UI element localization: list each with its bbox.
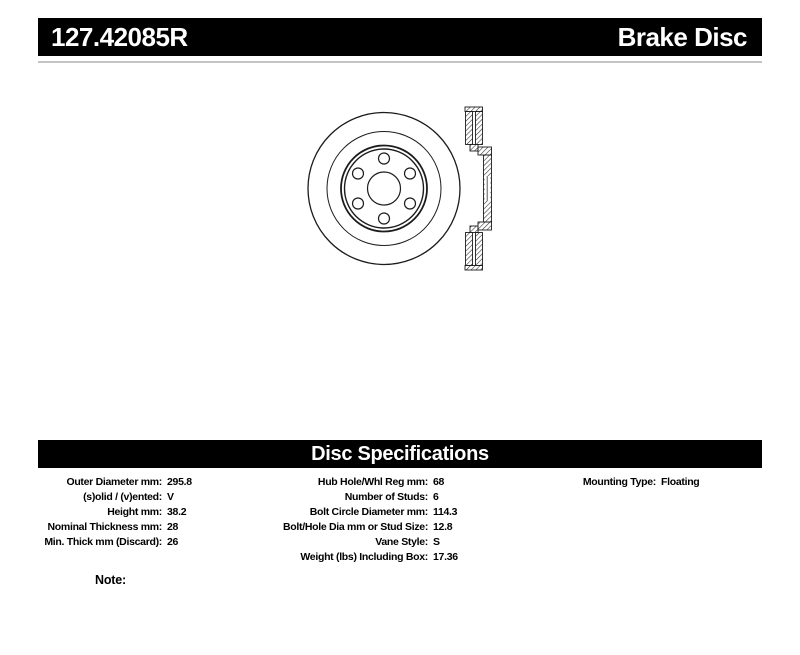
spec-section-title: Disc Specifications — [311, 442, 489, 465]
spec-row-number-of-studs — [283, 490, 458, 505]
spec-value: 114.3 — [433, 506, 458, 518]
header-divider — [38, 61, 762, 63]
spec-row-bolt-circle-diameter — [283, 505, 458, 520]
spec-column-middle — [283, 475, 458, 565]
spec-row-bolt-hole-dia — [283, 520, 458, 535]
spec-label: (s)olid / (v)ented: — [83, 491, 162, 503]
spec-row-vane-style — [283, 535, 458, 550]
spec-section-bar — [38, 440, 762, 468]
brake-disc-cross-section-icon — [465, 107, 492, 270]
spec-row-hub-hole — [283, 475, 458, 490]
header-bar — [38, 18, 762, 56]
spec-label: Mounting Type: — [582, 476, 656, 488]
spec-row-min-thick — [40, 535, 192, 550]
spec-label: Nominal Thickness mm: — [47, 521, 162, 533]
spec-value: 295.8 — [167, 476, 192, 488]
spec-value: 12.8 — [433, 521, 453, 533]
spec-value: V — [167, 491, 174, 503]
spec-label: Bolt/Hole Dia mm or Stud Size: — [283, 521, 429, 533]
spec-value: 38.2 — [167, 506, 187, 518]
brake-disc-drawing — [290, 95, 505, 277]
spec-value: S — [433, 536, 440, 548]
note-label: Note: — [95, 573, 126, 587]
spec-value: 17.36 — [433, 551, 458, 563]
spec-row-nominal-thickness — [40, 520, 192, 535]
spec-label: Height mm: — [107, 506, 162, 518]
stud-holes — [353, 153, 416, 224]
spec-label: Number of Studs: — [344, 491, 428, 503]
spec-value: 6 — [433, 491, 439, 503]
spec-row-mounting-type — [560, 475, 699, 490]
spec-row-weight — [283, 550, 458, 565]
spec-label: Vane Style: — [375, 536, 428, 548]
product-title: Brake Disc — [617, 21, 747, 52]
spec-row-height — [40, 505, 192, 520]
spec-label: Min. Thick mm (Discard): — [44, 536, 162, 548]
brake-disc-front-view-icon — [308, 113, 460, 265]
spec-column-left — [40, 475, 192, 550]
spec-row-outer-diameter — [40, 475, 192, 490]
spec-value: 26 — [167, 536, 179, 548]
spec-column-right — [560, 475, 699, 490]
spec-label: Outer Diameter mm: — [66, 476, 162, 488]
spec-label: Hub Hole/Whl Reg mm: — [317, 476, 428, 488]
spec-label: Bolt Circle Diameter mm: — [309, 506, 428, 518]
spec-value: 68 — [433, 476, 445, 488]
spec-value: 28 — [167, 521, 179, 533]
spec-row-solid-vented — [40, 490, 192, 505]
spec-label: Weight (lbs) Including Box: — [300, 551, 428, 563]
spec-value: Floating — [661, 476, 700, 488]
part-number: 127.42085R — [51, 21, 188, 52]
